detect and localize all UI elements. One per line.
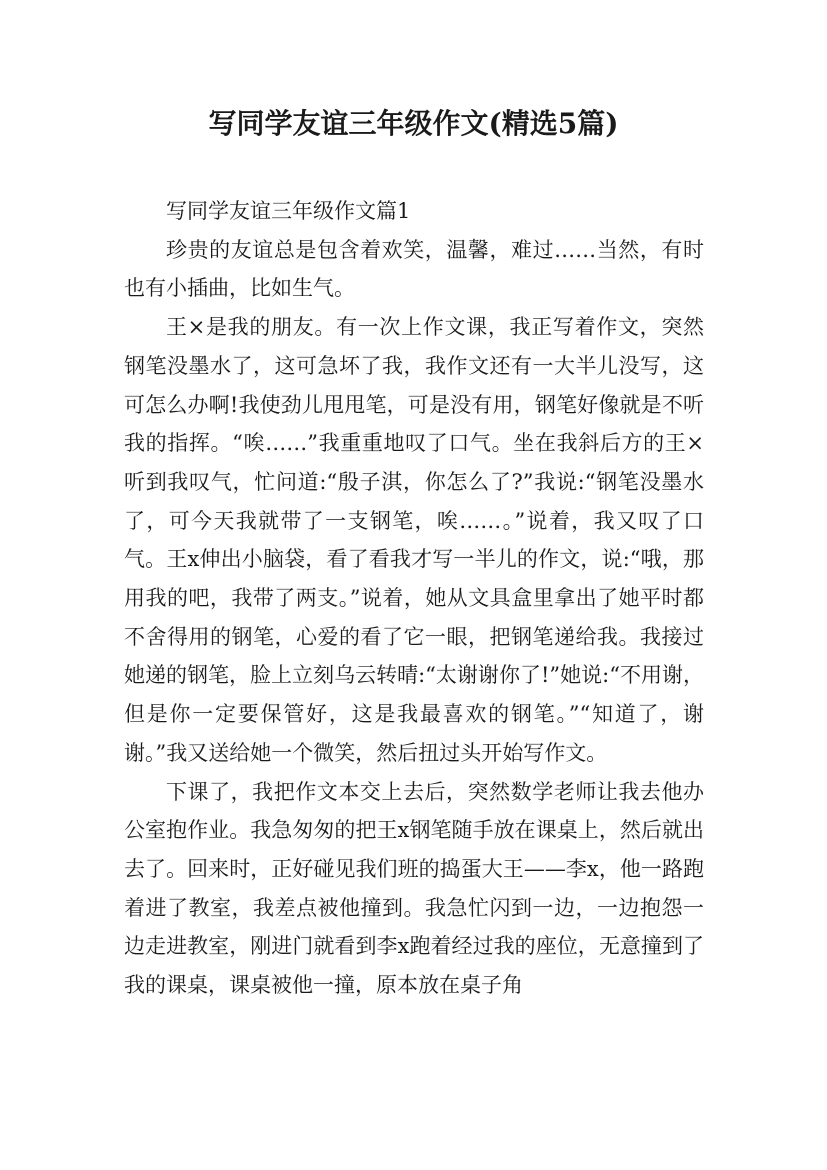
paragraph: 珍贵的友谊总是包含着欢笑，温馨，难过……当然，有时也有小插曲，比如生气。 — [124, 237, 704, 301]
document-title: 写同学友谊三年级作文(精选5篇) — [208, 107, 619, 140]
paragraph: 下课了，我把作文本交上去后，突然数学老师让我去他办公室抱作业。我急匆匆的把王x钢笔随手放在课桌上，然后就出去了。回来时，正好碰见我们班的捣蛋大王——李x，他一路跑着进了教室，我差点被他撞到。我急忙闪到一边，一边抱怨一边走进教室，刚进门就看到李x跑着经过我的座位，无意撞到了我的课桌，课桌被他一撞，原本放在桌子角 — [124, 779, 704, 998]
section-heading: 写同学友谊三年级作文篇1 — [166, 199, 411, 223]
paragraph: 王×是我的朋友。有一次上作文课，我正写着作文，突然钢笔没墨水了，这可急坏了我，我作文还有一大半儿没写，这可怎么办啊!我使劲儿甩甩笔，可是没有用，钢笔好像就是不听我的指挥。“唉……”我重重地叹了口气。坐在我斜后方的王×听到我叹气，忙问道:“殷子淇，你怎么了?”我说:“钢笔没墨水了，可今天我就带了一支钢笔，唉……。”说着，我又叹了口气。王x伸出小脑袋，看了看我才写一半儿的作文，说:“哦，那用我的吧，我带了两支。”说着，她从文具盒里拿出了她平时都不舍得用的钢笔，心爱的看了它一眼，把钢笔递给我。我接过她递的钢笔，脸上立刻乌云转晴:“太谢谢你了!”她说:“不用谢，但是你一定要保管好，这是我最喜欢的钢笔。”“知道了，谢谢。”我又送给她一个微笑，然后扭过头开始写作文。 — [124, 315, 704, 765]
document-body — [124, 192, 704, 1005]
